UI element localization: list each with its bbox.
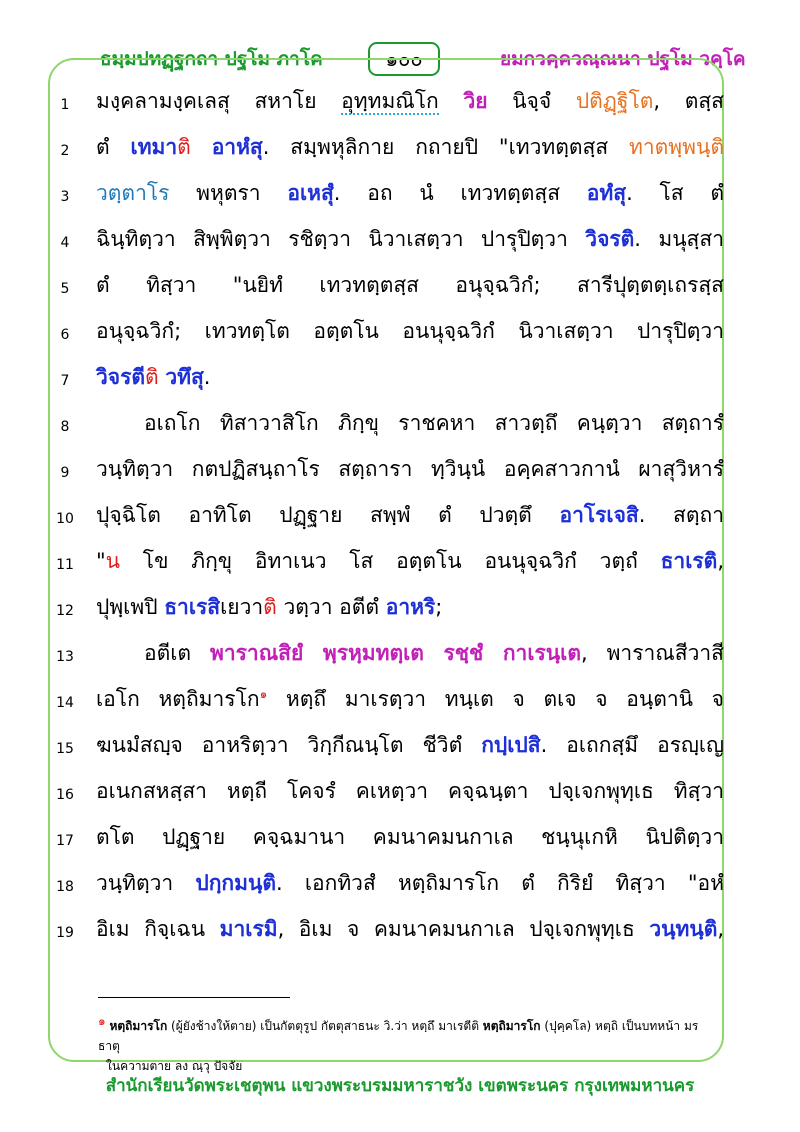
text-segment: ติ <box>145 365 159 389</box>
footnote-ref-mark: ๑ <box>259 687 268 701</box>
text-segment: ธาเรติ <box>660 549 718 573</box>
text-segment: , <box>717 917 725 941</box>
text-segment: ทาตพฺพนฺติ <box>629 135 724 159</box>
text-line <box>0 354 800 400</box>
text-segment: พหุตรา <box>169 181 288 205</box>
text-segment: , <box>717 549 724 573</box>
text-segment: วนฺทิตฺวา กตปฏิสนฺถาโร สตฺถารา ทฺวินฺนํ อคฺคสาวกานํ ผาสุวิหารํ <box>96 457 724 481</box>
text-segment: , ตสฺส <box>653 89 724 113</box>
text-line <box>0 814 800 860</box>
text-segment: . มนุสฺสา <box>634 227 724 251</box>
chapter-title: ยมกวคฺควณฺณนา ปฐโม วคฺโค <box>500 48 746 70</box>
text-segment: อเถโก ทิสาวาสิโก ภิกฺขุ ราชคหา สาวตฺถึ คนฺตฺวา สตฺถารํ <box>144 411 724 435</box>
line-text <box>96 308 724 354</box>
text-segment: อตีเต <box>144 641 210 665</box>
text-segment: อนุจฺฉวิกํ; เทวทตฺโต อตฺตโน อนนุจฺฉวิกํ นิวาเสตฺวา ปารุปิตฺวา <box>96 319 724 343</box>
text-segment: ตโต ปฏฺฐาย คจฺฉมานา คมนาคมนกาเล ชนฺนุเกหิ นิปติตฺวา <box>96 825 724 849</box>
text-line <box>0 446 800 492</box>
line-number: 10 <box>56 511 74 527</box>
text-segment: . อถ นํ เทวทตฺตสฺส <box>333 181 587 205</box>
line-text <box>96 768 724 814</box>
text-segment: อุทฺทมณิโก <box>341 89 439 113</box>
text-segment: วนฺทนฺติ <box>649 917 718 941</box>
line-number: 17 <box>56 833 74 849</box>
line-text <box>96 124 724 170</box>
line-text <box>96 814 724 860</box>
text-segment: . สมฺพหุลิกาย กถายปิ "เทวทตฺตสฺส <box>262 135 630 159</box>
text-segment: ตํ ทิสฺวา "นยิทํ เทวทตฺตสฺส อนุจฺฉวิกํ; สารีปุตฺตตฺเถรสฺส <box>96 273 724 297</box>
text-segment: หตฺถึ มาเรตฺวา ทนฺเต จ ตเจ จ อนฺตานิ จ <box>267 687 724 711</box>
text-segment: อาหริ <box>385 595 436 619</box>
text-line <box>0 400 800 446</box>
text-line <box>0 676 800 722</box>
line-number: 8 <box>60 419 70 435</box>
text-segment: อาโรเจสิ <box>559 503 639 527</box>
line-text <box>96 860 724 906</box>
page-footer: สำนักเรียนวัดพระเชตุพน แขวงพระบรมมหาราชวัง เขตพระนคร กรุงเทพมหานคร <box>105 1076 695 1096</box>
text-segment: วิย <box>463 89 488 113</box>
text-segment: ฆนมํสญฺจ อาหริตฺวา วิกฺกีณนฺโต ชีวิตํ <box>96 733 482 757</box>
text-segment: มงฺคลามงฺคเลสุ สหาโย <box>96 89 342 113</box>
text-segment: มาเรมิ <box>219 917 278 941</box>
line-number: 11 <box>56 557 74 573</box>
text-segment: ; <box>435 595 443 619</box>
footnote-mark: ๑ <box>98 1014 106 1028</box>
text-segment: ติ <box>177 135 191 159</box>
line-number: 1 <box>60 97 70 113</box>
text-segment: อทํสุ <box>586 181 627 205</box>
page-number-badge: ๑๐๐ <box>368 42 440 76</box>
text-line <box>0 170 800 216</box>
text-segment: อเนกสหสฺสา หตฺถี โคจรํ คเหตฺวา คจฺฉนฺตา ปจฺเจกพุทฺเธ ทิสฺวา <box>96 779 724 803</box>
text-segment: วิจรติ <box>585 227 635 251</box>
book-title: ธมฺมปทฏฺฐกถา ปฐโม ภาโค <box>100 48 323 70</box>
text-line <box>0 262 800 308</box>
text-line <box>0 860 800 906</box>
text-segment: ติ <box>263 595 277 619</box>
text-line <box>0 584 800 630</box>
text-line <box>0 308 800 354</box>
line-number: 6 <box>60 327 70 343</box>
line-text <box>96 262 724 308</box>
line-text <box>96 906 724 952</box>
text-line <box>0 538 800 584</box>
line-number: 19 <box>56 925 74 941</box>
text-line <box>0 216 800 262</box>
text-segment: ปุพฺเพปิ <box>96 595 165 619</box>
text-segment: โข ภิกฺขุ อิทาเนว โส อตฺตโน อนนุจฺฉวิกํ วตฺถํ <box>120 549 661 573</box>
line-number: 12 <box>56 603 74 619</box>
text-segment: อิเม กิจฺเฉน <box>96 917 220 941</box>
line-number: 4 <box>60 235 70 251</box>
text-segment: เยวา <box>220 595 264 619</box>
text-segment: เอโก หตฺถิมารโก <box>96 687 260 711</box>
line-number: 18 <box>56 879 74 895</box>
line-number: 5 <box>60 281 70 297</box>
footnote-text: (ผู้ยังช้างให้ตาย) เป็นกัตตุรูป กัตตุสาธนะ วิ.ว่า หตฺถึ มาเรตีติ <box>167 1019 483 1033</box>
text-segment: อาหํสุ <box>211 135 263 159</box>
footnote-divider <box>98 997 290 998</box>
line-text <box>96 446 724 492</box>
line-number: 9 <box>60 465 70 481</box>
line-text <box>96 676 724 722</box>
footnote <box>98 1016 708 1076</box>
text-segment: วตฺตาโร <box>96 181 170 205</box>
text-segment: วทึสุ <box>165 365 204 389</box>
line-number: 7 <box>60 373 70 389</box>
text-line <box>0 630 800 676</box>
line-text <box>96 722 724 768</box>
text-body <box>0 78 800 952</box>
text-line <box>0 722 800 768</box>
text-segment: . เอกทิวสํ หตฺถิมารโก ตํ กิริยํ ทิสฺวา "อหํ <box>275 871 724 895</box>
text-segment: อเหสุํ <box>287 181 334 205</box>
line-number: 15 <box>56 741 74 757</box>
text-segment: เทมา <box>130 135 178 159</box>
text-segment <box>439 89 464 113</box>
text-segment: ธาเรสิ <box>164 595 221 619</box>
text-segment: ฉินฺทิตฺวา สิพฺพิตฺวา รชิตฺวา นิวาเสตฺวา ปารุปิตฺวา <box>96 227 586 251</box>
line-text <box>96 216 724 262</box>
text-line <box>0 124 800 170</box>
text-segment: . อเถกสฺมึ อรญฺเญ <box>540 733 724 757</box>
text-segment: วนฺทิตฺวา <box>96 871 196 895</box>
text-segment: วตฺวา อตีตํ <box>276 595 386 619</box>
line-text <box>96 630 724 676</box>
text-segment: , อิเม จ คมนาคมนกาเล ปจฺเจกพุทฺเธ <box>277 917 650 941</box>
text-segment: . <box>203 365 211 389</box>
text-line <box>0 492 800 538</box>
text-line <box>0 906 800 952</box>
text-segment: . โส ตํ <box>626 181 724 205</box>
footnote-term-2: หตฺถิมารโก <box>482 1019 541 1033</box>
text-segment: พาราณสิยํ พฺรหฺมทตฺเต รชฺชํ กาเรนฺเต <box>209 641 581 665</box>
line-text <box>96 584 724 630</box>
footnote-line-2: ในความตาย ลง ณฺวุ ปัจจัย <box>106 1059 243 1073</box>
text-segment: ปติฏฺฐิโต <box>575 89 654 113</box>
line-text <box>96 538 724 584</box>
line-number: 2 <box>60 143 70 159</box>
text-line <box>0 78 800 124</box>
line-text <box>96 170 724 216</box>
text-segment: ปกฺกมนฺติ <box>195 871 276 895</box>
line-number: 3 <box>60 189 70 205</box>
text-segment: กปฺเปสิ <box>481 733 541 757</box>
footnote-text-end: (ปุคฺคโล) หตฺถิ เป็นบทหน้า มร ธาตุ <box>98 1019 699 1053</box>
text-segment: วิจรตี <box>96 365 146 389</box>
text-segment: น <box>105 549 121 573</box>
line-number: 13 <box>56 649 74 665</box>
text-segment: . สตฺถา <box>638 503 725 527</box>
text-line <box>0 768 800 814</box>
text-segment: " <box>96 549 106 573</box>
footnote-term: หตฺถิมารโก <box>109 1019 168 1033</box>
footnote-line-1 <box>98 1016 708 1056</box>
line-text <box>96 354 724 400</box>
text-segment: ตํ <box>96 135 131 159</box>
line-number: 14 <box>56 695 74 711</box>
line-text <box>96 400 724 446</box>
line-text <box>96 78 724 124</box>
text-segment: ปุจฺฉิโต อาทิโต ปฏฺฐาย สพฺพํ ตํ ปวตฺตึ <box>96 503 560 527</box>
line-number: 16 <box>56 787 74 803</box>
text-segment: นิจฺจํ <box>487 89 576 113</box>
text-segment: , พาราณสีวาสี <box>580 641 724 665</box>
text-segment <box>191 135 212 159</box>
line-text <box>96 492 724 538</box>
